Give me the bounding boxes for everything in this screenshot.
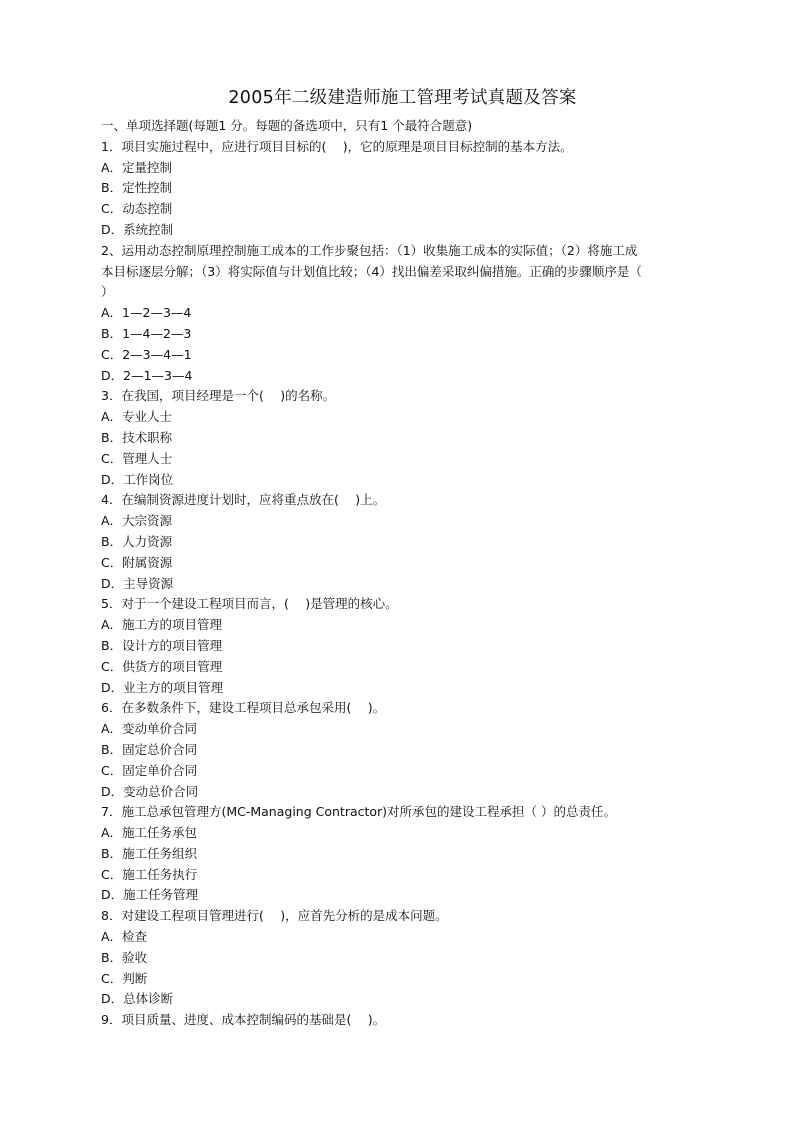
option-b: B．施工任务组织 bbox=[101, 845, 198, 861]
option-a: A．1—2—3—4 bbox=[101, 305, 192, 321]
question-stem: 3．在我国，项目经理是一个( )的名称。 bbox=[101, 388, 336, 404]
option-d: D．总体诊断 bbox=[101, 991, 174, 1007]
question-4 bbox=[101, 490, 704, 594]
question-9 bbox=[101, 1010, 704, 1031]
option-c: C．管理人士 bbox=[101, 450, 173, 466]
option-c: C．施工任务执行 bbox=[101, 866, 198, 882]
option-d: D．主导资源 bbox=[101, 575, 174, 591]
option-d: D．系统控制 bbox=[101, 221, 174, 237]
option-c: C．附属资源 bbox=[101, 554, 173, 570]
question-stem: 8．对建设工程项目管理进行( )，应首先分析的是成本问题。 bbox=[101, 908, 448, 924]
option-b: B．定性控制 bbox=[101, 180, 173, 196]
question-stem: 7．施工总承包管理方(MC-Managing Contractor)对所承包的建设工程承担（ ）的总责任。 bbox=[101, 804, 617, 820]
option-b: B．固定总价合同 bbox=[101, 741, 198, 757]
question-1 bbox=[101, 137, 704, 241]
option-b: B．设计方的项目管理 bbox=[101, 637, 223, 653]
option-a: A．大宗资源 bbox=[101, 513, 173, 529]
question-5 bbox=[101, 594, 704, 698]
option-a: A．定量控制 bbox=[101, 159, 173, 175]
document-title: 2005年二级建造师施工管理考试真题及答案 bbox=[228, 88, 577, 108]
option-a: A．施工任务承包 bbox=[101, 825, 198, 841]
question-stem: 6．在多数条件下，建设工程项目总承包采用( )。 bbox=[101, 700, 386, 716]
option-b: B．1—4—2—3 bbox=[101, 325, 192, 341]
question-8 bbox=[101, 906, 704, 1010]
option-d: D．2—1—3—4 bbox=[101, 367, 193, 383]
option-d: D．施工任务管理 bbox=[101, 887, 199, 903]
option-a: A．检查 bbox=[101, 929, 148, 945]
option-b: B．技术职称 bbox=[101, 429, 173, 445]
question-stem: 4．在编制资源进度计划时，应将重点放在( )上。 bbox=[101, 492, 386, 508]
question-stem-line-3: ） bbox=[101, 284, 114, 300]
option-d: D．业主方的项目管理 bbox=[101, 679, 224, 695]
question-stem: 1．项目实施过程中，应进行项目目标的( )，它的原理是项目目标控制的基本方法。 bbox=[101, 138, 573, 154]
question-3 bbox=[101, 386, 704, 490]
option-c: C．动态控制 bbox=[101, 201, 173, 217]
option-a: A．变动单价合同 bbox=[101, 721, 198, 737]
option-d: D．变动总价合同 bbox=[101, 783, 199, 799]
option-c: C．固定单价合同 bbox=[101, 762, 198, 778]
question-stem-line-2: 本目标逐层分解；（3）将实际值与计划值比较；（4）找出偏差采取纠偏措施。正确的步骤顺序是（ bbox=[101, 263, 642, 279]
question-6 bbox=[101, 698, 704, 802]
option-b: B．人力资源 bbox=[101, 533, 173, 549]
option-a: A．专业人士 bbox=[101, 409, 173, 425]
section-heading: 一、单项选择题(每题1 分。每题的备选项中，只有1 个最符合题意) bbox=[101, 118, 473, 133]
question-2 bbox=[101, 241, 704, 387]
option-b: B．验收 bbox=[101, 949, 148, 965]
option-c: C．供货方的项目管理 bbox=[101, 658, 223, 674]
question-7 bbox=[101, 802, 704, 906]
option-c: C．判断 bbox=[101, 970, 148, 986]
option-c: C．2—3—4—1 bbox=[101, 346, 192, 362]
question-stem: 9．项目质量、进度、成本控制编码的基础是( )。 bbox=[101, 1012, 386, 1028]
option-d: D．工作岗位 bbox=[101, 471, 174, 487]
question-stem-line-1: 2、运用动态控制原理控制施工成本的工作步聚包括：（1）收集施工成本的实际值；（2）将施工成 bbox=[101, 242, 638, 258]
option-a: A．施工方的项目管理 bbox=[101, 617, 223, 633]
question-stem: 5．对于一个建设工程项目而言，( )是管理的核心。 bbox=[101, 596, 398, 612]
